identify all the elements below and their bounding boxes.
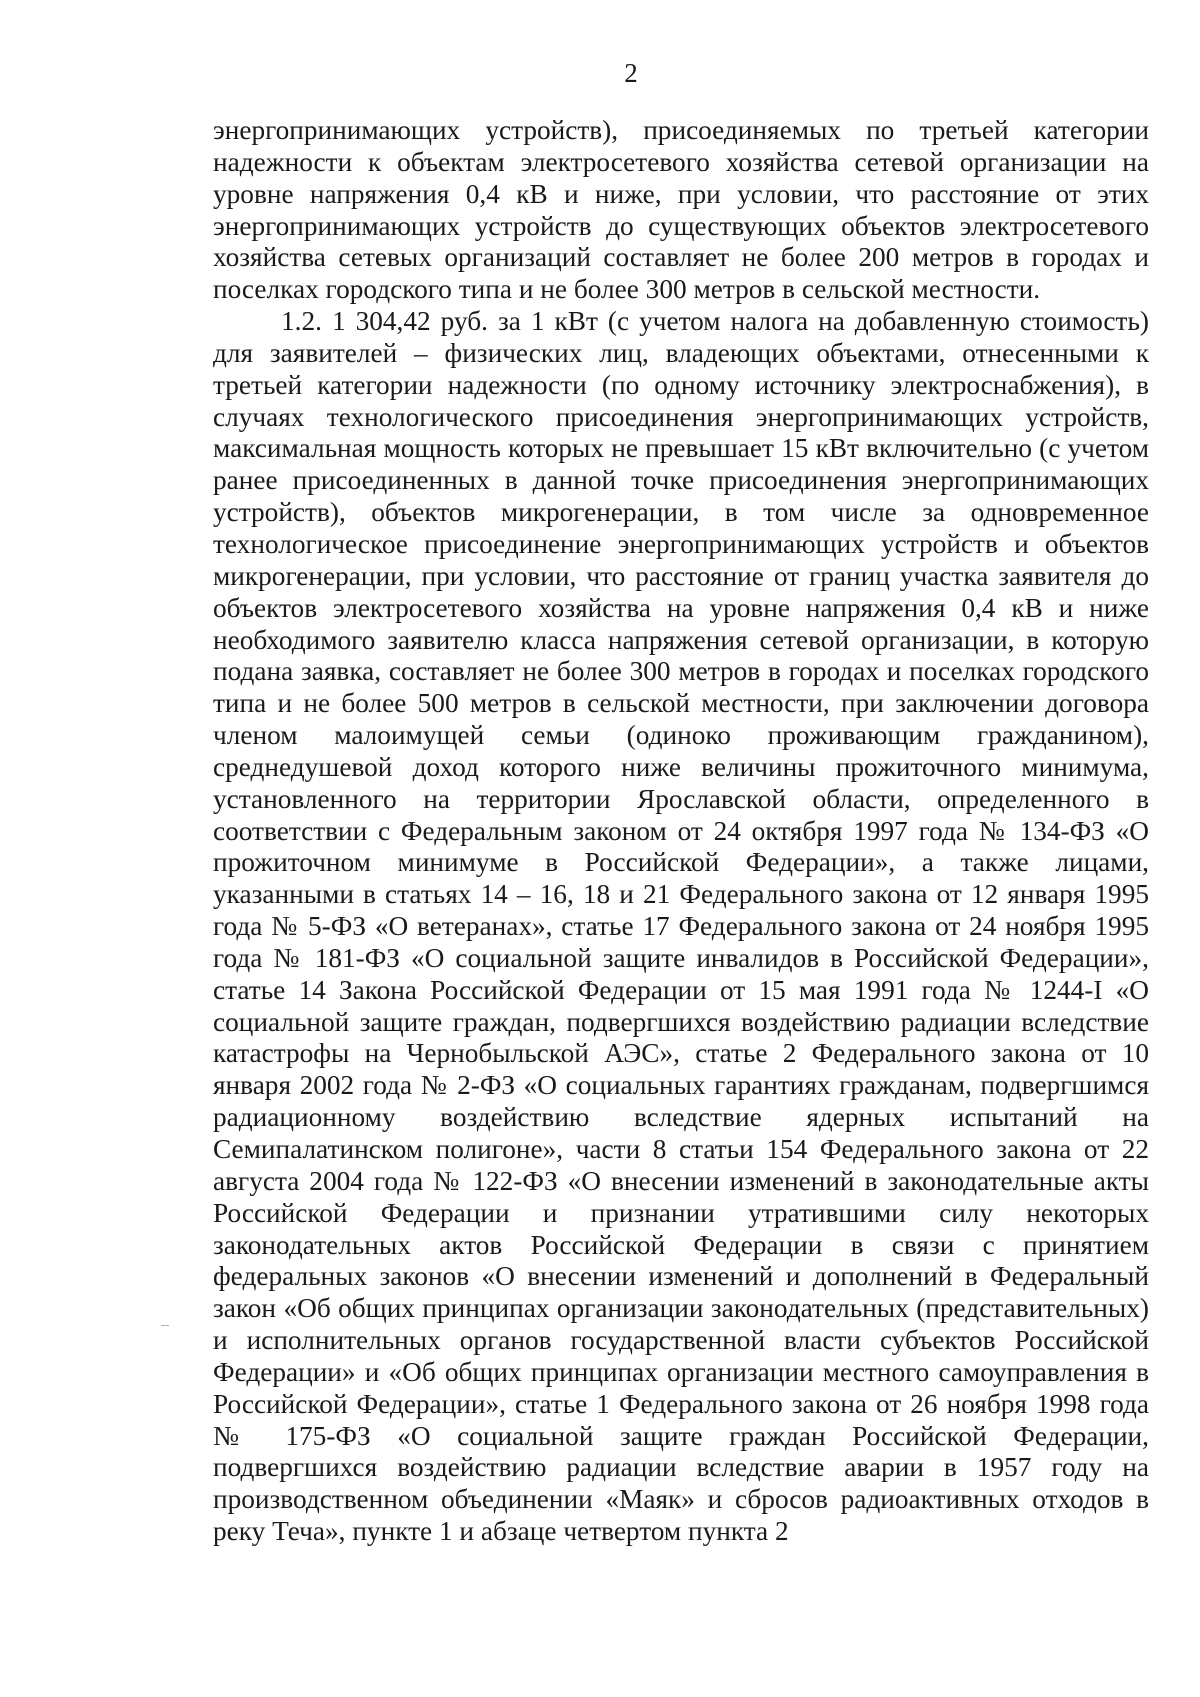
page-number: 2 bbox=[624, 58, 638, 88]
margin-mark bbox=[161, 1325, 169, 1326]
paragraph-continuation: энергопринимающих устройств), присоединяемых по третьей категории надежности к объектам электросетевого хозяйства сетевой организации на уровне напряжения 0,4 кВ и ниже, при условии, что расстояние от этих энергопринимающих устройств до существующих объектов электросетевого хозяйства сетевых организаций составляет не более 200 метров в городах и поселках городского типа и не более 300 метров в сельской местности. bbox=[213, 115, 1149, 305]
document-body bbox=[213, 115, 1149, 1548]
paragraph-clause-1-2: 1.2. 1 304,42 руб. за 1 кВт (с учетом налога на добавленную стоимость) для заявителей – физических лиц, владеющих объектами, отнесенными к третьей категории надежности (по одному источнику электроснабжения), в случаях технологического присоединения энергопринимающих устройств, максимальная мощность которых не превышает 15 кВт включительно (с учетом ранее присоединенных в данной точке присоединения энергопринимающих устройств), объектов микрогенерации, в том числе за одновременное технологическое присоединение энергопринимающих устройств и объектов микрогенерации, при условии, что расстояние от границ участка заявителя до объектов электросетевого хозяйства на уровне напряжения 0,4 кВ и ниже необходимого заявителю класса напряжения сетевой организации, в которую подана заявка, составляет не более 300 метров в городах и поселках городского типа и не более 500 метров в сельской местности, при заключении договора членом малоимущей семьи (одиноко проживающим гражданином), среднедушевой доход которого ниже величины прожиточного минимума, установленного на территории Ярославской области, определенного в соответствии с Федеральным законом от 24 октября 1997 года № 134-ФЗ «О прожиточном минимуме в Российской Федерации», а также лицами, указанными в статьях 14 – 16, 18 и 21 Федерального закона от 12 января 1995 года № 5-ФЗ «О ветеранах», статье 17 Федерального закона от 24 ноября 1995 года № 181-ФЗ «О социальной защите инвалидов в Российской Федерации», статье 14 Закона Российской Федерации от 15 мая 1991 года № 1244-I «О социальной защите граждан, подвергшихся воздействию радиации вследствие катастрофы на Чернобыльской АЭС», статье 2 Федерального закона от 10 января 2002 года № 2-ФЗ «О социальных гарантиях гражданам, подвергшимся радиационному воздействию вследствие ядерных испытаний на Семипалатинском полигоне», части 8 статьи 154 Федерального закона от 22 августа 2004 года № 122-ФЗ «О внесении изменений в законодательные акты Российской Федерации и признании утратившими силу некоторых законодательных актов Российской Федерации в связи с принятием федеральных законов «О внесении изменений и дополнений в Федеральный закон «Об общих принципах организации законодательных (представительных) и исполнительных органов государственной власти субъектов Российской Федерации» и «Об общих принципах организации местного самоуправления в Российской Федерации», статье 1 Федерального закона от 26 ноября 1998 года № 175-ФЗ «О социальной защите граждан Российской Федерации, подвергшихся воздействию радиации вследствие аварии в 1957 году на производственном объединении «Маяк» и сбросов радиоактивных отходов в реку Теча», пункте 1 и абзаце четвертом пункта 2 bbox=[213, 306, 1149, 1547]
